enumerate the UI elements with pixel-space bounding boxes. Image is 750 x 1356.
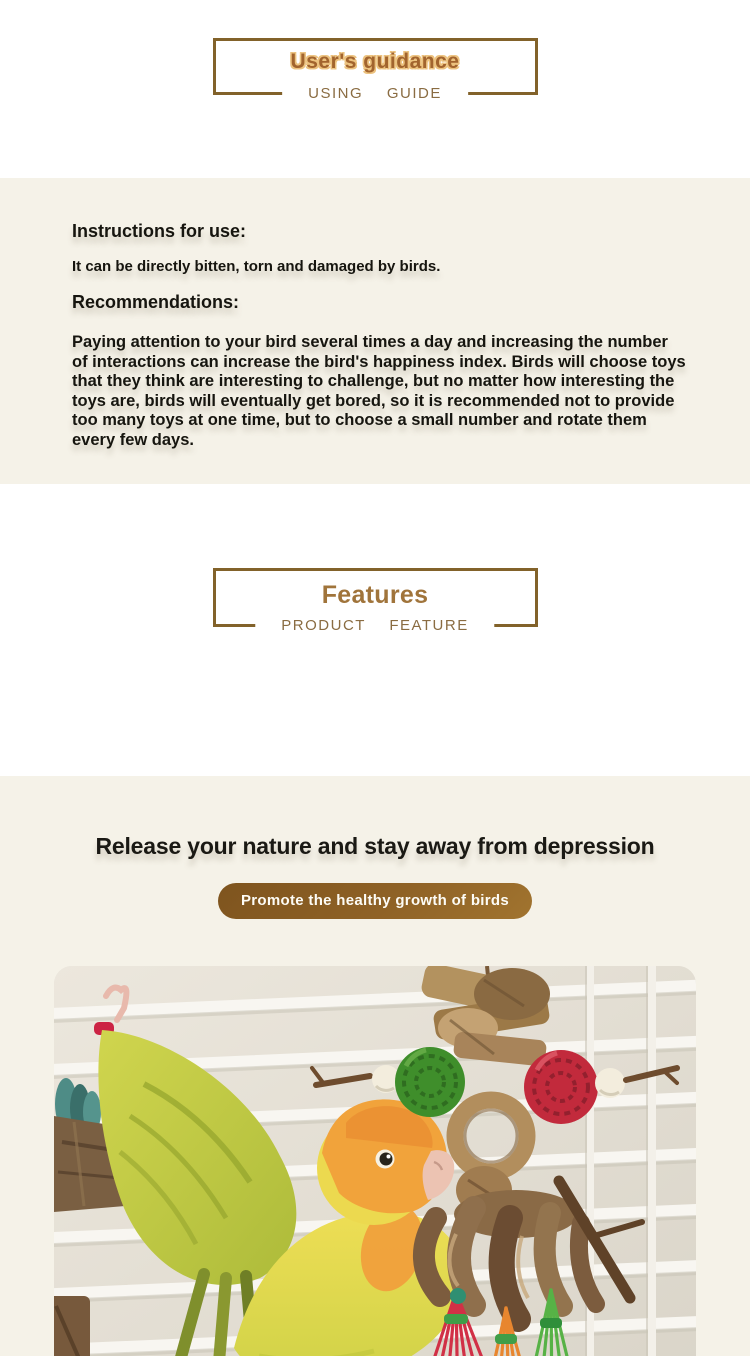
recommendations-heading: Recommendations:	[72, 292, 240, 312]
section-feature-content	[0, 776, 750, 1356]
features-subtitle: PRODUCT FEATURE	[255, 616, 494, 635]
features-frame	[213, 568, 538, 634]
product-photo	[54, 966, 696, 1356]
guidance-subtitle: USING GUIDE	[282, 84, 468, 103]
recommendations-text: Paying attention to your bird several times a day and increasing the number of interactions can increase the bird's happiness index. Birds will choose toys that they think are interesting to challenge, but no matter how interesting the toys are, birds will eventually get bored, so it is recommended not to provide too many toys at one time, but to choose a small number and rotate them every few days.	[72, 333, 686, 449]
guidance-title: User's guidance	[290, 50, 460, 73]
section-guidance-header	[0, 38, 750, 178]
healthy-growth-badge: Promote the healthy growth of birds	[218, 883, 532, 919]
section-instructions	[0, 178, 750, 484]
section-features-header	[0, 568, 750, 776]
guidance-frame	[213, 38, 538, 102]
instructions-heading: Instructions for use:	[72, 221, 247, 241]
release-heading: Release your nature and stay away from depression	[95, 833, 655, 859]
wood-block-bottom-left	[54, 1296, 90, 1356]
instructions-text: It can be directly bitten, torn and damaged by birds.	[72, 258, 441, 275]
features-title: Features	[321, 581, 429, 609]
